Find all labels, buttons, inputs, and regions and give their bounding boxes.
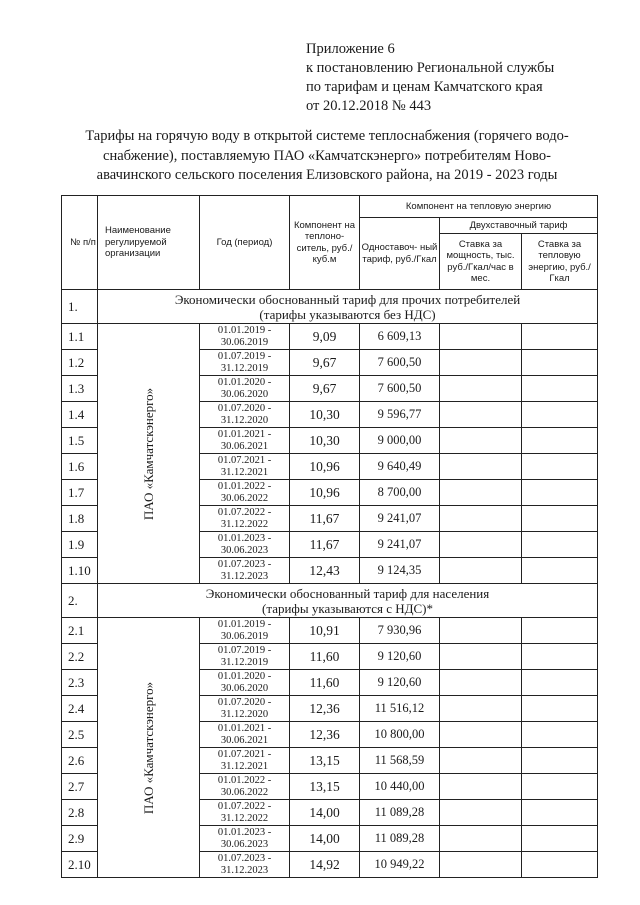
organization-cell xyxy=(98,324,200,584)
single-rate-value: 9 120,60 xyxy=(360,670,440,696)
carrier-value: 11,67 xyxy=(290,532,360,558)
carrier-value: 10,30 xyxy=(290,402,360,428)
period-end: 30.06.2019 xyxy=(220,630,269,642)
carrier-value: 14,92 xyxy=(290,852,360,878)
energy-rate-value xyxy=(522,324,598,350)
period-cell xyxy=(200,454,290,480)
row-number: 2.10 xyxy=(62,852,98,878)
organization-name: ПАО «Камчатскэнерго» xyxy=(140,387,156,520)
single-rate-value: 10 800,00 xyxy=(360,722,440,748)
single-rate-value: 11 089,28 xyxy=(360,800,440,826)
period-end: 31.12.2022 xyxy=(220,812,269,824)
energy-rate-value xyxy=(522,350,598,376)
table-row xyxy=(62,324,598,350)
row-number: 1.2 xyxy=(62,350,98,376)
period-cell xyxy=(200,480,290,506)
title-line: снабжение), поставляемую ПАО «Камчатскэнерго» потребителям Ново- xyxy=(103,147,551,164)
single-rate-value: 9 120,60 xyxy=(360,644,440,670)
carrier-value: 12,36 xyxy=(290,722,360,748)
period-start: 01.01.2023 - xyxy=(217,826,272,838)
capacity-rate-value xyxy=(440,696,522,722)
period-end: 31.12.2019 xyxy=(220,656,269,668)
section-title-line: (тарифы указываются без НДС) xyxy=(259,306,436,322)
carrier-value: 11,60 xyxy=(290,670,360,696)
carrier-value: 13,15 xyxy=(290,748,360,774)
period-cell xyxy=(200,376,290,402)
single-rate-value: 11 568,59 xyxy=(360,748,440,774)
period-end: 30.06.2022 xyxy=(220,492,269,504)
energy-rate-value xyxy=(522,826,598,852)
energy-rate-value xyxy=(522,506,598,532)
carrier-value: 13,15 xyxy=(290,774,360,800)
carrier-value: 12,43 xyxy=(290,558,360,584)
section-title-line: Экономически обоснованный тариф для прочих потребителей xyxy=(174,291,521,307)
carrier-value: 9,67 xyxy=(290,350,360,376)
period-end: 31.12.2023 xyxy=(220,570,269,582)
single-rate-value: 9 241,07 xyxy=(360,532,440,558)
carrier-value: 10,96 xyxy=(290,480,360,506)
section-title-line: (тарифы указываются с НДС)* xyxy=(262,600,433,616)
period-start: 01.01.2022 - xyxy=(217,480,272,492)
row-number: 2.7 xyxy=(62,774,98,800)
period-end: 31.12.2022 xyxy=(220,518,269,530)
header-two-part: Двухставочный тариф xyxy=(440,218,598,234)
period-cell xyxy=(200,722,290,748)
period-start: 01.01.2023 - xyxy=(217,532,272,544)
period-cell xyxy=(200,696,290,722)
row-number: 1.6 xyxy=(62,454,98,480)
section-number: 1. xyxy=(62,290,98,324)
row-number: 1.3 xyxy=(62,376,98,402)
period-end: 30.06.2021 xyxy=(220,734,269,746)
period-start: 01.07.2022 - xyxy=(217,800,272,812)
capacity-rate-value xyxy=(440,324,522,350)
energy-rate-value xyxy=(522,774,598,800)
period-cell xyxy=(200,826,290,852)
period-start: 01.01.2021 - xyxy=(217,722,272,734)
appendix-line: к постановлению Региональной службы xyxy=(306,60,555,76)
energy-rate-value xyxy=(522,618,598,644)
capacity-rate-value xyxy=(440,558,522,584)
single-rate-value: 7 600,50 xyxy=(360,376,440,402)
row-number: 1.1 xyxy=(62,324,98,350)
carrier-value: 10,96 xyxy=(290,454,360,480)
carrier-value: 10,30 xyxy=(290,428,360,454)
single-rate-value: 11 089,28 xyxy=(360,826,440,852)
row-number: 1.7 xyxy=(62,480,98,506)
section-row xyxy=(62,290,598,324)
period-cell xyxy=(200,506,290,532)
row-number: 1.5 xyxy=(62,428,98,454)
header-org: Наименование регулируемой организации xyxy=(98,196,200,290)
period-start: 01.07.2019 - xyxy=(217,644,272,656)
period-end: 30.06.2023 xyxy=(220,838,269,850)
period-cell xyxy=(200,324,290,350)
capacity-rate-value xyxy=(440,852,522,878)
capacity-rate-value xyxy=(440,748,522,774)
organization-cell xyxy=(98,618,200,878)
period-cell xyxy=(200,748,290,774)
capacity-rate-value xyxy=(440,826,522,852)
period-start: 01.01.2019 - xyxy=(217,618,272,630)
appendix-line: от 20.12.2018 № 443 xyxy=(306,98,432,114)
capacity-rate-value xyxy=(440,618,522,644)
capacity-rate-value xyxy=(440,722,522,748)
single-rate-value: 6 609,13 xyxy=(360,324,440,350)
single-rate-value: 7 930,96 xyxy=(360,618,440,644)
capacity-rate-value xyxy=(440,774,522,800)
single-rate-value: 9 241,07 xyxy=(360,506,440,532)
capacity-rate-value xyxy=(440,506,522,532)
row-number: 1.4 xyxy=(62,402,98,428)
row-number: 2.8 xyxy=(62,800,98,826)
header-carrier: Компонент на теплоно- ситель, руб./куб.м xyxy=(290,196,360,290)
period-end: 31.12.2023 xyxy=(220,864,269,876)
appendix-line: по тарифам и ценам Камчатского края xyxy=(306,79,543,95)
carrier-value: 9,09 xyxy=(290,324,360,350)
period-end: 30.06.2020 xyxy=(220,682,269,694)
row-number: 2.4 xyxy=(62,696,98,722)
document-title xyxy=(62,127,592,186)
single-rate-value: 11 516,12 xyxy=(360,696,440,722)
period-start: 01.01.2021 - xyxy=(217,428,272,440)
row-number: 2.3 xyxy=(62,670,98,696)
single-rate-value: 7 600,50 xyxy=(360,350,440,376)
energy-rate-value xyxy=(522,696,598,722)
capacity-rate-value xyxy=(440,402,522,428)
capacity-rate-value xyxy=(440,376,522,402)
carrier-value: 11,67 xyxy=(290,506,360,532)
period-start: 01.01.2020 - xyxy=(217,376,272,388)
appendix-block xyxy=(306,40,636,116)
title-line: Тарифы на горячую воду в открытой системе теплоснабжения (горячего водо- xyxy=(85,128,569,144)
period-end: 30.06.2021 xyxy=(220,440,269,452)
single-rate-value: 9 000,00 xyxy=(360,428,440,454)
period-start: 01.07.2023 - xyxy=(217,852,272,864)
energy-rate-value xyxy=(522,670,598,696)
period-start: 01.07.2020 - xyxy=(217,402,272,414)
single-rate-value: 8 700,00 xyxy=(360,480,440,506)
energy-rate-value xyxy=(522,800,598,826)
period-cell xyxy=(200,774,290,800)
tariff-table xyxy=(61,195,598,878)
period-end: 30.06.2019 xyxy=(220,336,269,348)
header-thermal: Компонент на тепловую энергию xyxy=(360,196,598,218)
single-rate-value: 9 124,35 xyxy=(360,558,440,584)
period-start: 01.01.2022 - xyxy=(217,774,272,786)
single-rate-value: 9 640,49 xyxy=(360,454,440,480)
row-number: 2.5 xyxy=(62,722,98,748)
energy-rate-value xyxy=(522,558,598,584)
row-number: 2.6 xyxy=(62,748,98,774)
period-end: 31.12.2019 xyxy=(220,362,269,374)
header-num: № п/п xyxy=(62,196,98,290)
period-start: 01.01.2020 - xyxy=(217,670,272,682)
carrier-value: 11,60 xyxy=(290,644,360,670)
energy-rate-value xyxy=(522,480,598,506)
header-single: Одноставоч- ный тариф, руб./Гкал xyxy=(360,218,440,290)
energy-rate-value xyxy=(522,748,598,774)
single-rate-value: 10 440,00 xyxy=(360,774,440,800)
energy-rate-value xyxy=(522,402,598,428)
period-end: 30.06.2023 xyxy=(220,544,269,556)
section-number: 2. xyxy=(62,584,98,618)
capacity-rate-value xyxy=(440,350,522,376)
section-title-line: Экономически обоснованный тариф для населения xyxy=(205,585,490,601)
period-start: 01.07.2020 - xyxy=(217,696,272,708)
period-cell xyxy=(200,618,290,644)
row-number: 1.8 xyxy=(62,506,98,532)
appendix-line: Приложение 6 xyxy=(306,41,395,57)
period-cell xyxy=(200,800,290,826)
capacity-rate-value xyxy=(440,644,522,670)
row-number: 2.2 xyxy=(62,644,98,670)
period-end: 31.12.2020 xyxy=(220,708,269,720)
capacity-rate-value xyxy=(440,454,522,480)
period-cell xyxy=(200,428,290,454)
header-capacity: Ставка за мощность, тыс. руб./Гкал/час в мес. xyxy=(440,234,522,290)
header-year: Год (период) xyxy=(200,196,290,290)
row-number: 1.10 xyxy=(62,558,98,584)
energy-rate-value xyxy=(522,532,598,558)
period-cell xyxy=(200,852,290,878)
period-start: 01.07.2022 - xyxy=(217,506,272,518)
period-start: 01.07.2019 - xyxy=(217,350,272,362)
section-row xyxy=(62,584,598,618)
energy-rate-value xyxy=(522,722,598,748)
period-end: 31.12.2021 xyxy=(220,760,269,772)
section-title xyxy=(98,584,598,618)
period-end: 30.06.2022 xyxy=(220,786,269,798)
energy-rate-value xyxy=(522,428,598,454)
period-start: 01.07.2021 - xyxy=(217,748,272,760)
energy-rate-value xyxy=(522,376,598,402)
period-end: 30.06.2020 xyxy=(220,388,269,400)
capacity-rate-value xyxy=(440,800,522,826)
energy-rate-value xyxy=(522,644,598,670)
section-title xyxy=(98,290,598,324)
organization-name: ПАО «Камчатскэнерго» xyxy=(140,681,156,814)
energy-rate-value xyxy=(522,852,598,878)
carrier-value: 14,00 xyxy=(290,800,360,826)
capacity-rate-value xyxy=(440,532,522,558)
energy-rate-value xyxy=(522,454,598,480)
row-number: 2.1 xyxy=(62,618,98,644)
carrier-value: 14,00 xyxy=(290,826,360,852)
period-cell xyxy=(200,670,290,696)
table-body xyxy=(62,290,598,878)
period-start: 01.01.2019 - xyxy=(217,324,272,336)
capacity-rate-value xyxy=(440,670,522,696)
row-number: 1.9 xyxy=(62,532,98,558)
carrier-value: 10,91 xyxy=(290,618,360,644)
row-number: 2.9 xyxy=(62,826,98,852)
capacity-rate-value xyxy=(440,480,522,506)
period-start: 01.07.2023 - xyxy=(217,558,272,570)
period-end: 31.12.2021 xyxy=(220,466,269,478)
header-energy: Ставка за тепловую энергию, руб./Гкал xyxy=(522,234,598,290)
period-cell xyxy=(200,532,290,558)
period-end: 31.12.2020 xyxy=(220,414,269,426)
table-row xyxy=(62,618,598,644)
capacity-rate-value xyxy=(440,428,522,454)
period-cell xyxy=(200,644,290,670)
period-start: 01.07.2021 - xyxy=(217,454,272,466)
carrier-value: 12,36 xyxy=(290,696,360,722)
period-cell xyxy=(200,350,290,376)
carrier-value: 9,67 xyxy=(290,376,360,402)
title-line: авачинского сельского поселения Елизовского района, на 2019 - 2023 годы xyxy=(96,167,558,183)
single-rate-value: 9 596,77 xyxy=(360,402,440,428)
period-cell xyxy=(200,402,290,428)
period-cell xyxy=(200,558,290,584)
single-rate-value: 10 949,22 xyxy=(360,852,440,878)
